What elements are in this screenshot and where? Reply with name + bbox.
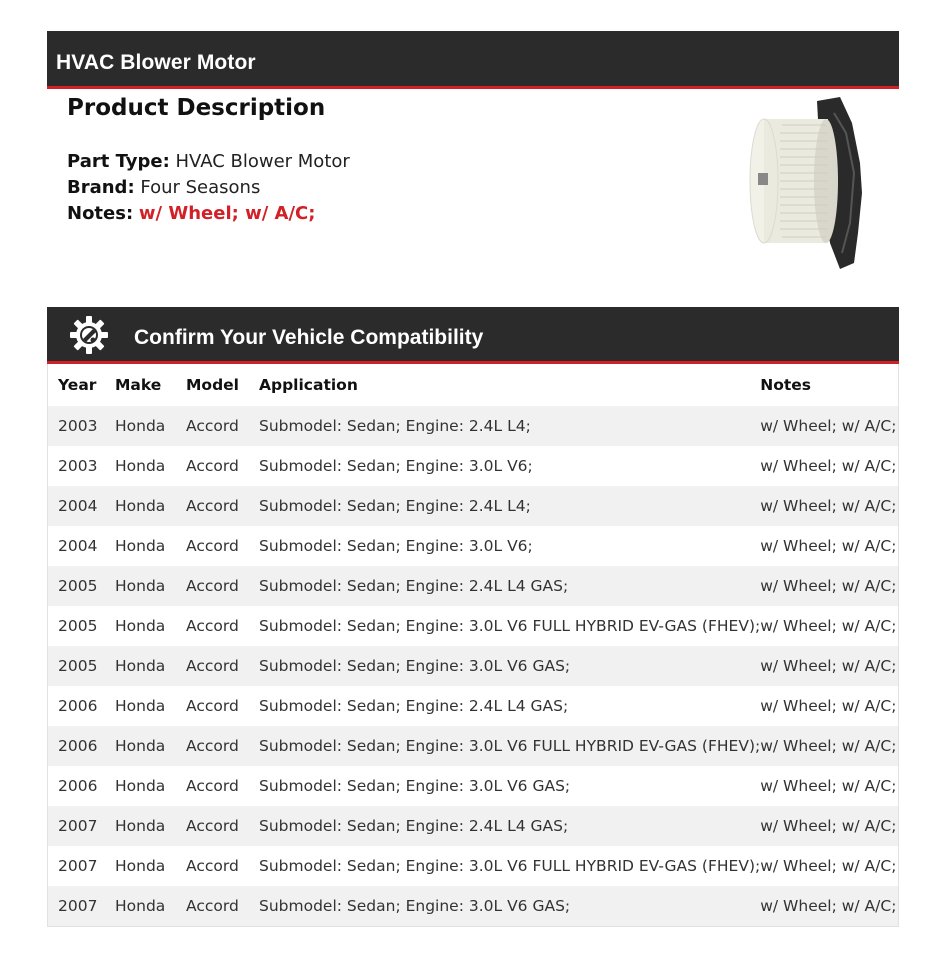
cell-year: 2006	[58, 697, 98, 715]
cell-model: Accord	[186, 737, 239, 755]
table-row	[48, 686, 898, 726]
cell-notes: w/ Wheel; w/ A/C;	[760, 617, 897, 635]
notes-value: w/ Wheel; w/ A/C;	[138, 203, 316, 224]
cell-year: 2005	[58, 577, 98, 595]
cell-application: Submodel: Sedan; Engine: 2.4L L4;	[259, 417, 531, 435]
compatibility-table	[48, 364, 898, 926]
product-details	[67, 149, 350, 227]
gear-car-icon	[69, 315, 109, 355]
cell-make: Honda	[115, 497, 166, 515]
cell-application: Submodel: Sedan; Engine: 3.0L V6 GAS;	[259, 777, 571, 795]
notes-line	[67, 201, 350, 227]
cell-model: Accord	[186, 897, 239, 915]
cell-application: Submodel: Sedan; Engine: 2.4L L4;	[259, 497, 531, 515]
cell-year: 2004	[58, 497, 98, 515]
cell-model: Accord	[186, 657, 239, 675]
table-row	[48, 766, 898, 806]
product-title-bar	[47, 31, 899, 89]
cell-year: 2006	[58, 777, 98, 795]
table-row	[48, 606, 898, 646]
cell-year: 2003	[58, 417, 98, 435]
cell-make: Honda	[115, 897, 166, 915]
compatibility-title: Confirm Your Vehicle Compatibility	[134, 326, 484, 349]
cell-model: Accord	[186, 617, 239, 635]
cell-model: Accord	[186, 497, 239, 515]
cell-notes: w/ Wheel; w/ A/C;	[760, 417, 897, 435]
cell-year: 2007	[58, 897, 98, 915]
cell-application: Submodel: Sedan; Engine: 2.4L L4 GAS;	[259, 697, 569, 715]
cell-make: Honda	[115, 857, 166, 875]
cell-notes: w/ Wheel; w/ A/C;	[760, 697, 897, 715]
cell-make: Honda	[115, 457, 166, 475]
compatibility-table-container	[47, 364, 899, 927]
table-header-row	[48, 364, 898, 406]
table-row	[48, 446, 898, 486]
cell-notes: w/ Wheel; w/ A/C;	[760, 737, 897, 755]
cell-application: Submodel: Sedan; Engine: 3.0L V6 FULL HYBRID EV-GAS (FHEV);	[259, 857, 761, 875]
cell-make: Honda	[115, 577, 166, 595]
cell-year: 2006	[58, 737, 98, 755]
cell-year: 2007	[58, 817, 98, 835]
table-row	[48, 526, 898, 566]
cell-make: Honda	[115, 617, 166, 635]
cell-notes: w/ Wheel; w/ A/C;	[760, 817, 897, 835]
cell-year: 2004	[58, 537, 98, 555]
cell-make: Honda	[115, 777, 166, 795]
cell-year: 2005	[58, 617, 98, 635]
cell-application: Submodel: Sedan; Engine: 3.0L V6 GAS;	[259, 897, 571, 915]
table-row	[48, 806, 898, 846]
cell-year: 2007	[58, 857, 98, 875]
column-header-model: Model	[186, 376, 239, 394]
cell-make: Honda	[115, 537, 166, 555]
product-title: HVAC Blower Motor	[56, 51, 256, 74]
cell-model: Accord	[186, 457, 239, 475]
cell-model: Accord	[186, 777, 239, 795]
cell-make: Honda	[115, 737, 166, 755]
cell-make: Honda	[115, 697, 166, 715]
product-image	[722, 93, 892, 273]
compatibility-bar	[47, 307, 899, 364]
cell-application: Submodel: Sedan; Engine: 3.0L V6;	[259, 457, 533, 475]
table-row	[48, 566, 898, 606]
table-row	[48, 406, 898, 446]
product-description-heading: Product Description	[67, 95, 326, 121]
brand-value: Four Seasons	[140, 177, 261, 198]
cell-model: Accord	[186, 537, 239, 555]
cell-model: Accord	[186, 817, 239, 835]
cell-year: 2003	[58, 457, 98, 475]
table-row	[48, 726, 898, 766]
cell-application: Submodel: Sedan; Engine: 2.4L L4 GAS;	[259, 577, 569, 595]
cell-application: Submodel: Sedan; Engine: 3.0L V6 GAS;	[259, 657, 571, 675]
cell-model: Accord	[186, 577, 239, 595]
column-header-year: Year	[58, 376, 97, 394]
table-row	[48, 886, 898, 926]
cell-model: Accord	[186, 417, 239, 435]
cell-model: Accord	[186, 697, 239, 715]
cell-application: Submodel: Sedan; Engine: 3.0L V6 FULL HYBRID EV-GAS (FHEV);	[259, 737, 761, 755]
cell-notes: w/ Wheel; w/ A/C;	[760, 537, 897, 555]
table-row	[48, 846, 898, 886]
table-row	[48, 646, 898, 686]
column-header-application: Application	[259, 376, 358, 394]
cell-model: Accord	[186, 857, 239, 875]
column-header-make: Make	[115, 376, 162, 394]
cell-make: Honda	[115, 657, 166, 675]
cell-notes: w/ Wheel; w/ A/C;	[760, 657, 897, 675]
column-header-notes: Notes	[760, 376, 811, 394]
cell-application: Submodel: Sedan; Engine: 3.0L V6 FULL HYBRID EV-GAS (FHEV);	[259, 617, 761, 635]
cell-notes: w/ Wheel; w/ A/C;	[760, 777, 897, 795]
part-type-value: HVAC Blower Motor	[175, 151, 350, 172]
cell-notes: w/ Wheel; w/ A/C;	[760, 857, 897, 875]
part-type-line	[67, 149, 350, 175]
notes-label: Notes:	[67, 203, 134, 224]
brand-line	[67, 175, 350, 201]
cell-make: Honda	[115, 817, 166, 835]
cell-notes: w/ Wheel; w/ A/C;	[760, 497, 897, 515]
cell-notes: w/ Wheel; w/ A/C;	[760, 577, 897, 595]
cell-application: Submodel: Sedan; Engine: 2.4L L4 GAS;	[259, 817, 569, 835]
brand-label: Brand:	[67, 177, 135, 198]
cell-make: Honda	[115, 417, 166, 435]
part-type-label: Part Type:	[67, 151, 170, 172]
cell-year: 2005	[58, 657, 98, 675]
cell-notes: w/ Wheel; w/ A/C;	[760, 457, 897, 475]
cell-application: Submodel: Sedan; Engine: 3.0L V6;	[259, 537, 533, 555]
table-row	[48, 486, 898, 526]
cell-notes: w/ Wheel; w/ A/C;	[760, 897, 897, 915]
